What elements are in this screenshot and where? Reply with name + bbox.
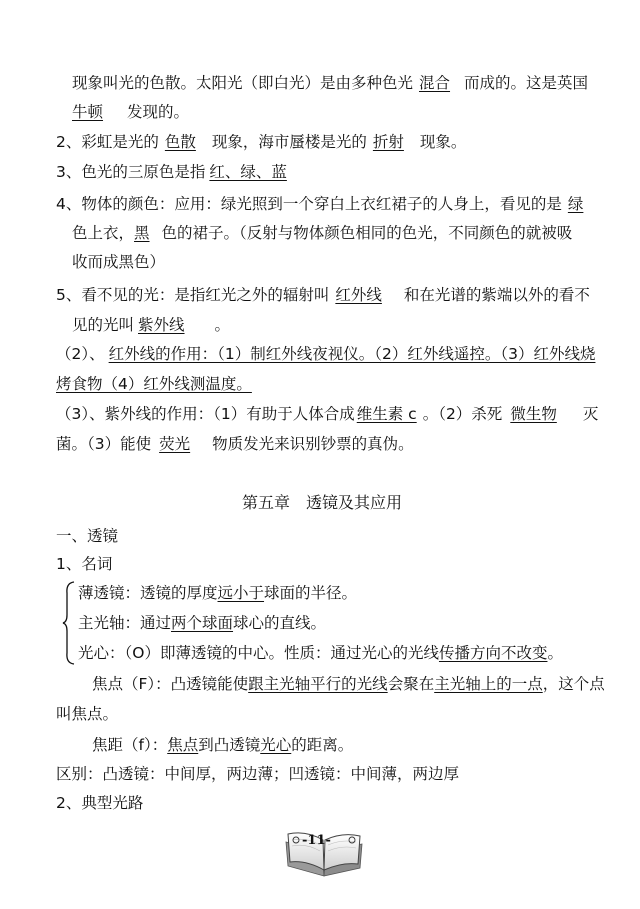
page-number [302, 830, 331, 852]
text-span: 现象叫光的色散。太阳光（即白光）是由多种色光 [72, 74, 414, 92]
answer-blank: 牛顿 [72, 103, 104, 121]
text-line [56, 284, 590, 306]
text-span: ，这个点 [542, 675, 605, 693]
answer-blank: 荧光 [159, 435, 191, 453]
chapter-heading [242, 492, 402, 514]
subsection-heading [56, 553, 112, 575]
page-number-text: -11- [302, 833, 331, 848]
text-line [56, 763, 459, 785]
answer-blank: 混合 [419, 74, 451, 92]
answer-blank: 红外线 [335, 286, 382, 304]
text-span: （2）、 [56, 345, 105, 363]
underlined-text: 远小于 [217, 584, 265, 602]
definition-line [92, 673, 605, 695]
curly-brace-icon [62, 581, 76, 665]
text-span: 3、色光的三原色是指 [56, 163, 206, 181]
text-span: （3）、紫外线的作用：（1）有助于人体合成 [56, 405, 355, 423]
text-span: 会聚在 [387, 675, 435, 693]
text-span: 现象，海市蜃楼是光的 [211, 133, 367, 151]
text-span: 主光轴：通过 [78, 614, 172, 632]
text-span: 区别：凸透镜：中间厚，两边薄；凹透镜：中间薄，两边厚 [56, 765, 460, 783]
text-line [56, 403, 598, 425]
subsection-heading [56, 792, 143, 814]
text-span: 焦点（F）：凸透镜能使 [92, 675, 249, 693]
answer-blank: 紫外线 [138, 316, 185, 334]
text-span: 色的裙子。（反射与物体颜色相同的色光，不同颜色的就被吸 [161, 224, 573, 242]
text-line [56, 161, 345, 183]
text-span: 发现的。 [127, 103, 190, 121]
text-span: 。 [547, 644, 563, 662]
underlined-text: 烤食物（4）红外线测温度。 [56, 375, 252, 393]
text-span: 现象。 [419, 133, 467, 151]
text-span: 薄透镜：透镜的厚度 [78, 584, 218, 602]
text-line [72, 101, 189, 123]
text-span: 物质发光来识别钞票的真伪。 [212, 435, 414, 453]
underlined-text: 主光轴上的一点 [434, 675, 543, 693]
definition-line [56, 703, 118, 725]
text-line [56, 433, 414, 455]
text-line [72, 72, 588, 94]
text-span: 2、彩虹是光的 [56, 133, 159, 151]
text-span: 5、看不见的光：是指红光之外的辐射叫 [56, 286, 330, 304]
answer-blank: 色散 [164, 133, 196, 151]
text-line [72, 222, 572, 244]
text-span: 。（2）杀死 [422, 405, 503, 423]
section-title: 一、透镜 [56, 527, 119, 545]
text-span: 叫焦点。 [56, 705, 119, 723]
definition-line [92, 734, 353, 756]
text-line [72, 314, 230, 336]
subsection-title: 2、典型光路 [56, 794, 144, 812]
text-span: 球面的半径。 [264, 584, 358, 602]
definition-line [78, 612, 326, 634]
text-span: 见的光叫 [72, 316, 135, 334]
answer-blank: 红、绿、蓝 [209, 163, 287, 181]
text-span: 的距离。 [291, 736, 354, 754]
text-span: 球心的直线。 [233, 614, 327, 632]
text-span: 和在光谱的紫端以外的看不 [403, 286, 590, 304]
underlined-text: 光心 [260, 736, 292, 754]
answer-blank: 黑 [134, 224, 150, 242]
text-span: 到凸透镜 [198, 736, 261, 754]
text-span: 色上衣， [72, 224, 135, 242]
definition-line [78, 642, 563, 664]
text-line [72, 251, 165, 273]
underlined-text: 跟主光轴平行的光线 [248, 675, 388, 693]
text-span: 菌。（3）能使 [56, 435, 152, 453]
answer-blank: 微生物 [510, 405, 557, 423]
text-line [56, 373, 252, 395]
definition-line [78, 582, 357, 604]
text-line [56, 193, 583, 215]
chapter-title: 第五章 透镜及其应用 [242, 493, 403, 512]
underlined-text: 焦点 [167, 736, 199, 754]
answer-blank: 维生素 c [356, 405, 417, 423]
answer-blank: 折射 [372, 133, 404, 151]
underlined-text: 两个球面 [171, 614, 234, 632]
text-span: 光心：（O）即薄透镜的中心。性质：通过光心的光线 [78, 644, 439, 662]
text-span: 4、物体的颜色：应用：绿光照到一个穿白上衣红裙子的人身上，看见的是 [56, 195, 562, 213]
answer-blank: 绿 [567, 195, 584, 213]
text-span: 而成的。这是英国 [464, 74, 589, 92]
text-line [56, 343, 595, 365]
underlined-text: 传播方向不改变 [438, 644, 548, 662]
subsection-title: 1、名词 [56, 555, 113, 573]
text-span: 焦距（f）： [92, 736, 168, 754]
text-span: 收而成黑色） [72, 253, 166, 271]
underlined-text: 红外线的作用：（1）制红外线夜视仪。（2）红外线遥控。（3）红外线烧 [108, 345, 596, 363]
section-heading [56, 525, 118, 547]
text-line [56, 131, 466, 153]
text-span: 灭 [582, 405, 599, 423]
text-span: 。 [214, 316, 231, 334]
